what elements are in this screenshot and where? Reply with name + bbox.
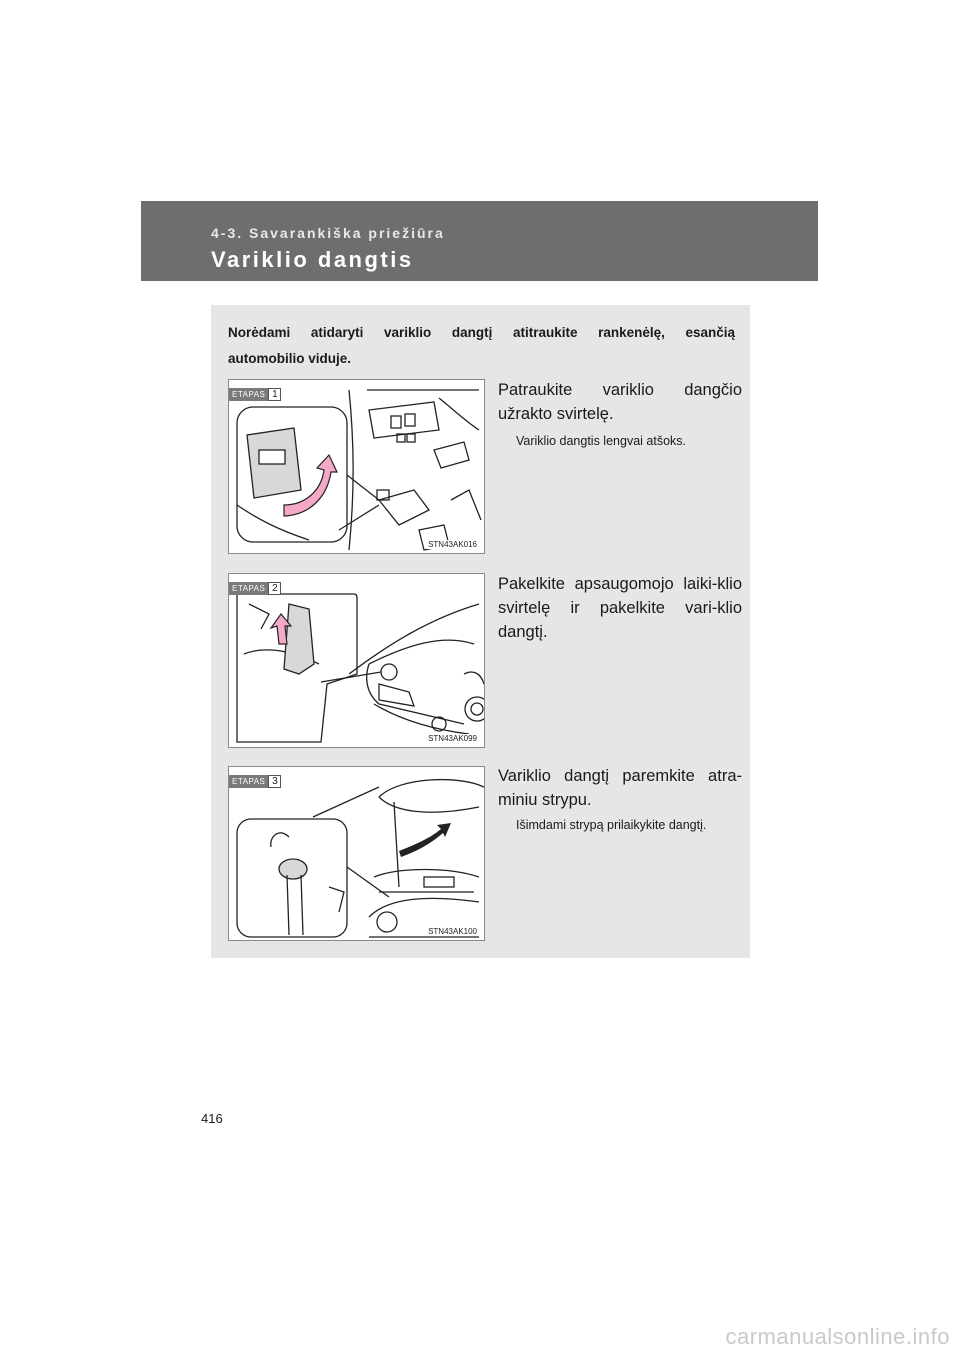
step-2-badge: ETAPAS 2	[229, 582, 281, 595]
step-3-figure	[228, 766, 485, 941]
step-3-instruction: Variklio dangtį paremkite atra-miniu strypu.	[498, 767, 742, 809]
step-2-figure	[228, 573, 485, 748]
safety-catch-lever-illustration	[229, 574, 485, 748]
step-3-badge: ETAPAS 3	[229, 775, 281, 788]
page-number: 416	[201, 1111, 223, 1126]
step-1-note: Variklio dangtis lengvai atšoks.	[516, 434, 686, 448]
step-2-figure-code: STN43AK099	[428, 734, 477, 743]
footer-watermark-url: carmanualsonline.info	[725, 1324, 950, 1349]
step-1-figure-code: STN43AK016	[428, 540, 477, 549]
step-1-badge: ETAPAS 1	[229, 388, 281, 401]
step-3-note: Išimdami strypą prilaikykite dangtį.	[516, 818, 707, 832]
hood-release-lever-illustration	[229, 380, 485, 554]
step-1-figure	[228, 379, 485, 554]
section-label: 4-3. Savarankiška priežiūra	[211, 225, 445, 241]
step-3-figure-code: STN43AK100	[428, 927, 477, 936]
section-header	[141, 201, 818, 281]
step-1-instruction: Patraukite variklio dangčio užrakto svirtelę.	[498, 381, 742, 423]
support-rod-illustration	[229, 767, 485, 941]
step-2-instruction: Pakelkite apsaugomojo laiki-klio svirtelę ir pakelkite vari-klio dangtį.	[498, 575, 742, 641]
intro-text: Norėdami atidaryti variklio dangtį atitraukite rankenėlę, esančią automobilio viduje.	[228, 325, 735, 366]
page-title: Variklio dangtis	[211, 247, 414, 272]
